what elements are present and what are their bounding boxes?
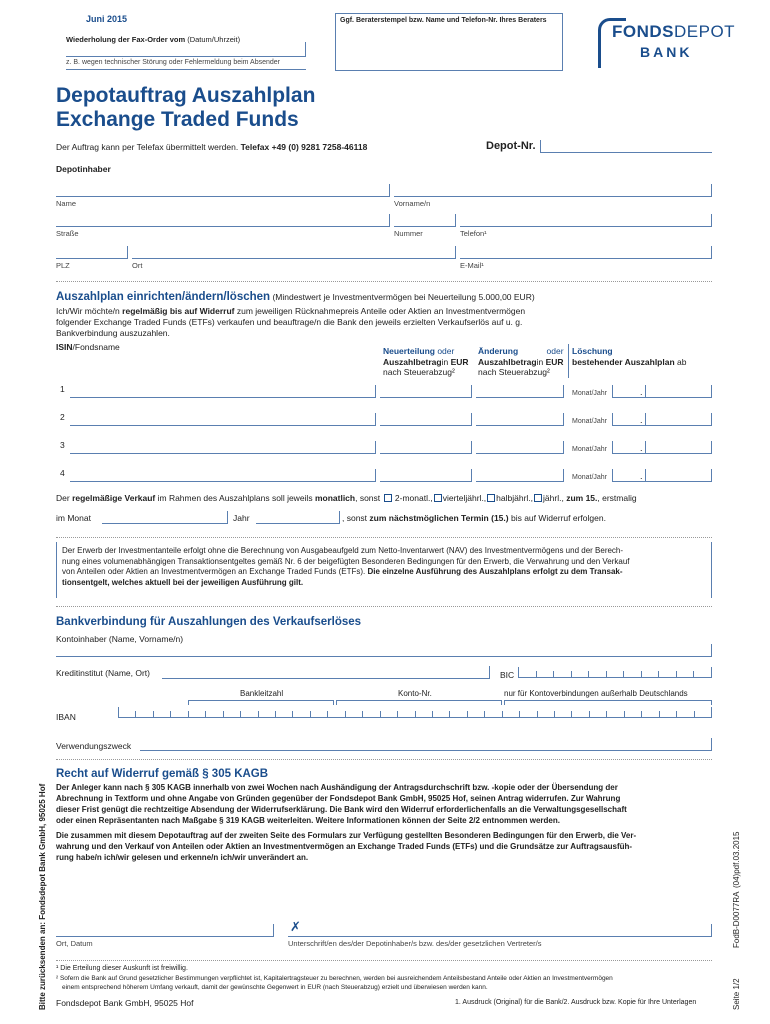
aenderung-amount-field[interactable] bbox=[476, 481, 564, 482]
checkbox-jaehrlich[interactable] bbox=[534, 494, 542, 502]
widerruf-p1l2: Abrechnung in Textform und ohne Angabe von Gründen gegenüber der Fondsdepot Bank GmbH, 95025 Hof, seinen Antrag widerrufen. Zur Wahrung bbox=[56, 794, 621, 803]
kreditinstitut-label: Kreditinstitut (Name, Ort) bbox=[56, 668, 150, 678]
sale-frequency bbox=[56, 493, 637, 503]
row-number: 2 bbox=[60, 412, 65, 422]
neuerteilung-amount-field[interactable] bbox=[380, 453, 472, 454]
opt-halbjaehrlich: halbjährl., bbox=[496, 493, 534, 503]
comb-tick bbox=[223, 711, 224, 717]
col-aenderung bbox=[478, 346, 564, 378]
widerruf-p1l3: dieser Frist genügt die rechtzeitige Absendung der Widerrufserklärung. Die Bank wird den Widerruf erforderlichenfalls an die Verwaltungsgesellschaft bbox=[56, 805, 627, 814]
plan-heading bbox=[56, 291, 535, 303]
fax-repeat-label bbox=[66, 35, 240, 44]
iban-label: IBAN bbox=[56, 712, 76, 722]
form-date: Juni 2015 bbox=[86, 14, 128, 24]
telefon-field[interactable] bbox=[460, 226, 712, 227]
aenderung-tick bbox=[563, 385, 564, 397]
kreditinstitut-tick bbox=[489, 666, 490, 678]
fax-info-text: Der Auftrag kann per Telefax übermittelt werden. bbox=[56, 142, 239, 152]
loeschung-year-tick bbox=[645, 441, 646, 453]
date-separator: . bbox=[640, 387, 643, 397]
col2-l3: nach Steuerabzug² bbox=[478, 367, 550, 377]
aenderung-tick bbox=[563, 469, 564, 481]
comb-tick bbox=[554, 711, 555, 717]
telefon-label: Telefon¹ bbox=[460, 229, 487, 238]
loeschung-end-tick bbox=[711, 385, 712, 397]
comb-tick bbox=[467, 711, 468, 717]
comb-tick bbox=[571, 671, 572, 677]
col3-bold: Löschung bbox=[572, 346, 613, 356]
loeschung-date-field[interactable] bbox=[612, 453, 712, 454]
divider-4 bbox=[56, 759, 712, 760]
strasse-field[interactable] bbox=[56, 226, 390, 227]
jahr-label: Jahr bbox=[233, 513, 250, 523]
logo-text-2: BANK bbox=[640, 44, 693, 60]
footnote-1: ¹ Die Erteilung dieser Auskunft ist freiwillig. bbox=[56, 965, 188, 972]
nummer-tick bbox=[455, 214, 456, 226]
aenderung-amount-field[interactable] bbox=[476, 453, 564, 454]
name-label: Name bbox=[56, 199, 77, 208]
comb-tick bbox=[380, 711, 381, 717]
monat-jahr-label: Monat/Jahr bbox=[572, 446, 608, 453]
name-tick bbox=[389, 184, 390, 196]
comb-tick bbox=[153, 711, 154, 717]
kreditinstitut-field[interactable] bbox=[162, 678, 490, 679]
depot-nr-field[interactable] bbox=[540, 152, 712, 153]
signature-cross-icon: ✗ bbox=[290, 919, 301, 934]
widerruf-p1l4: oder einen Repräsentanten nach Maßgabe § 319 KAGB weiterleiten. Weitere Informationen können der Seite 2/2 entnommen werden. bbox=[56, 816, 560, 825]
signature-tick bbox=[711, 924, 712, 936]
sale-g: , erstmalig bbox=[597, 493, 637, 503]
comb-tick bbox=[275, 711, 276, 717]
comb-tick bbox=[536, 671, 537, 677]
col1-l2c: EUR bbox=[450, 356, 469, 367]
logo-text-1: FONDSDEPOT bbox=[612, 22, 736, 41]
comb-tick bbox=[502, 711, 503, 717]
col1-l2b: in bbox=[441, 356, 449, 367]
telefon-tick bbox=[711, 214, 712, 226]
isin-tick bbox=[375, 413, 376, 425]
widerruf-p2l2: wahrung und den Verkauf von Anteilen oder Aktien an Investmentvermögen an Exchange Traded Funds (ETFs) und die Grundsätze zur Auftragsausfüh- bbox=[56, 842, 633, 851]
plz-tick bbox=[127, 246, 128, 258]
isin-field[interactable] bbox=[70, 453, 376, 454]
strasse-tick bbox=[389, 214, 390, 226]
verwendung-tick bbox=[711, 738, 712, 750]
isin-bold: ISIN bbox=[56, 342, 73, 352]
comb-tick bbox=[310, 711, 311, 717]
loeschung-date-field[interactable] bbox=[612, 397, 712, 398]
loeschung-end-tick bbox=[711, 441, 712, 453]
opt-jaehrlich: jährl., bbox=[543, 493, 564, 503]
neuerteilung-amount-field[interactable] bbox=[380, 481, 472, 482]
info-l1: Der Erwerb der Investmentanteile erfolgt ohne die Berechnung von Ausgabeaufgeld zum Netto-Inventarwert (NAV) des Investmentvermögens und der Berech- bbox=[62, 546, 624, 555]
col2-bold: Änderung bbox=[478, 346, 519, 356]
comb-tick bbox=[205, 711, 206, 717]
plan-heading-text: Auszahlplan einrichten/ändern/löschen bbox=[56, 291, 271, 303]
divider-3 bbox=[56, 606, 712, 607]
comb-tick bbox=[641, 671, 642, 677]
fax-number: Telefax +49 (0) 9281 7258-46118 bbox=[240, 142, 368, 152]
comb-tick bbox=[711, 667, 712, 677]
advisor-stamp-label: Ggf. Beraterstempel bzw. Name und Telefon-Nr. Ihres Beraters bbox=[340, 17, 547, 24]
footer-company: Fondsdepot Bank GmbH, 95025 Hof bbox=[56, 998, 194, 1008]
fax-hint-line bbox=[66, 69, 306, 70]
loeschung-month-tick bbox=[612, 469, 613, 481]
loeschung-month-tick bbox=[612, 441, 613, 453]
signature-field[interactable] bbox=[288, 936, 712, 937]
col3-l2b: ab bbox=[677, 356, 687, 367]
sale-f: zum 15. bbox=[566, 493, 598, 503]
date-separator: . bbox=[640, 443, 643, 453]
iban-field[interactable] bbox=[118, 708, 712, 718]
ausland-note: nur für Kontoverbindungen außerhalb Deutschlands bbox=[504, 689, 688, 698]
info-text bbox=[62, 546, 630, 588]
widerruf-heading: Recht auf Widerruf gemäß § 305 KAGB bbox=[56, 768, 269, 780]
comb-tick bbox=[676, 671, 677, 677]
isin-rest: /Fondsname bbox=[72, 342, 120, 352]
name-field[interactable] bbox=[56, 196, 390, 197]
plan-body-2: folgender Exchange Traded Funds (ETFs) verkaufen und beauftrage/n die Bank den jeweils erzielten Verkaufserlös auf u. g. bbox=[56, 317, 523, 327]
col2-l2c: EUR bbox=[545, 356, 564, 367]
fax-repeat-label-suffix: (Datum/Uhrzeit) bbox=[187, 35, 241, 44]
comb-tick bbox=[240, 711, 241, 717]
comb-tick bbox=[484, 711, 485, 717]
info-l4: tionsentgelt, welches aktuell bei der jeweiligen Ausführung gilt. bbox=[62, 577, 304, 587]
col-loeschung bbox=[572, 346, 687, 367]
termin-sonst: , sonst bbox=[342, 513, 368, 523]
col1-bold: Neuerteilung bbox=[383, 346, 435, 356]
side-form-id: FodB-D0077RA bbox=[732, 891, 741, 948]
footnote-2-l1: ² Sofern die Bank auf Grund gesetzlicher Bestimmungen verpflichtet ist, Kapitalertragsteuer zu berechnen, werden bei ausreichendem Anteilsbestand Anteile oder Aktien an Investmentvermögen bbox=[56, 975, 613, 982]
ort-datum-tick bbox=[273, 924, 274, 936]
title-line-1: Depotauftrag Auszahlplan bbox=[56, 84, 316, 107]
isin-field[interactable] bbox=[70, 481, 376, 482]
comb-tick bbox=[327, 711, 328, 717]
start-year-field[interactable] bbox=[256, 523, 340, 524]
fax-hint: z. B. wegen technischer Störung oder Fehlermeldung beim Absender bbox=[66, 59, 281, 66]
sale-c: im Rahmen des Auszahlplans soll jeweils bbox=[157, 493, 313, 503]
neuerteilung-amount-field[interactable] bbox=[380, 397, 472, 398]
opt-2-monatlich: 2-monatl., bbox=[394, 493, 433, 503]
monat-jahr-label: Monat/Jahr bbox=[572, 474, 608, 481]
sale-d: monatlich bbox=[314, 493, 356, 503]
opt-vierteljaehrlich: vierteljährl., bbox=[442, 493, 487, 503]
nummer-field[interactable] bbox=[394, 226, 456, 227]
comb-tick bbox=[694, 711, 695, 717]
email-label: E-Mail¹ bbox=[460, 261, 484, 270]
loeschung-year-tick bbox=[645, 469, 646, 481]
nummer-label: Nummer bbox=[394, 229, 423, 238]
verwendung-field[interactable] bbox=[140, 750, 712, 751]
loeschung-date-field[interactable] bbox=[612, 425, 712, 426]
loeschung-end-tick bbox=[711, 469, 712, 481]
fax-repeat-label-text: Wiederholung der Fax-Order vom bbox=[66, 35, 186, 44]
neuerteilung-tick bbox=[471, 441, 472, 453]
comb-tick bbox=[118, 707, 119, 717]
comb-tick bbox=[170, 711, 171, 717]
plan-body-1 bbox=[56, 306, 525, 316]
plan-body-1a: Ich/Wir möchte/n bbox=[56, 306, 120, 316]
aenderung-amount-field[interactable] bbox=[476, 425, 564, 426]
email-field[interactable] bbox=[460, 258, 712, 259]
widerruf-p1 bbox=[56, 782, 627, 826]
bankleitzahl-label: Bankleitzahl bbox=[240, 689, 284, 698]
neuerteilung-amount-field[interactable] bbox=[380, 425, 472, 426]
isin-field[interactable] bbox=[70, 425, 376, 426]
comb-tick bbox=[588, 671, 589, 677]
date-separator: . bbox=[640, 415, 643, 425]
col-neuerteilung bbox=[383, 346, 469, 378]
col3-l2: bestehender Auszahlplan bbox=[572, 356, 675, 367]
widerruf-p1l1: Der Anleger kann nach § 305 KAGB innerhalb von zwei Wochen nach Aushändigung der Antragsdurchschrift bzw. -kopie oder der Übersendung der bbox=[56, 783, 618, 792]
side-form-code: (04)pdf.03.2015 bbox=[732, 831, 741, 888]
loeschung-end-tick bbox=[711, 413, 712, 425]
termin-bold: zum nächstmöglichen Termin (15.) bbox=[369, 513, 509, 523]
footnote-2-l2: einem entsprechend höherem Umfang verkauft, damit der gewünschte Gegenwert in EUR (nach Steuerabzug) erzielt und überwiesen werden kann. bbox=[62, 983, 488, 991]
comb-tick bbox=[537, 711, 538, 717]
plan-body-1b: regelmäßig bis auf Widerruf bbox=[122, 306, 235, 316]
start-year-tick bbox=[339, 511, 340, 523]
signature-label: Unterschrift/en des/der Depotinhaber/s bzw. des/der gesetzlichen Vertreter/s bbox=[288, 939, 542, 948]
verwendung-label: Verwendungszweck bbox=[56, 741, 132, 751]
comb-tick bbox=[606, 711, 607, 717]
col2-l2b: in bbox=[536, 356, 544, 367]
monat-jahr-label: Monat/Jahr bbox=[572, 418, 608, 425]
comb-tick bbox=[624, 711, 625, 717]
ausland-bracket bbox=[504, 700, 712, 705]
comb-tick bbox=[135, 711, 136, 717]
comb-tick bbox=[449, 711, 450, 717]
comb-tick bbox=[292, 711, 293, 717]
comb-tick bbox=[345, 711, 346, 717]
comb-tick bbox=[606, 671, 607, 677]
comb-tick bbox=[658, 671, 659, 677]
col1-or: oder bbox=[437, 346, 455, 356]
info-l3a: von Anteilen oder Aktien an Investmentvermögen an Exchange Traded Funds (ETFs). bbox=[62, 567, 366, 576]
info-l2: nung eines volumenabhängigen Transaktionsentgeltes gemäß Nr. 6 der beigefügten Besonderen Bedingungen für den Erwerb, die Verwahrung und den Verkauf bbox=[62, 556, 630, 566]
isin-tick bbox=[375, 385, 376, 397]
start-month-tick bbox=[227, 511, 228, 523]
loeschung-month-tick bbox=[612, 385, 613, 397]
widerruf-p2l3: rung habe/n ich/wir gelesen und erkenne/n ich/wir unverändert an. bbox=[56, 853, 309, 862]
divider-5 bbox=[56, 960, 712, 961]
comb-tick bbox=[432, 711, 433, 717]
comb-tick bbox=[188, 711, 189, 717]
isin-tick bbox=[375, 469, 376, 481]
comb-tick bbox=[711, 707, 712, 717]
monat-jahr-label: Monat/Jahr bbox=[572, 390, 608, 397]
widerruf-p2l1: Die zusammen mit diesem Depotauftrag auf der zweiten Seite des Formulars zur Verfügung gestellten Besonderen Bedingungen für den Erwerb, die Ver- bbox=[56, 831, 637, 840]
kontonr-label: Konto-Nr. bbox=[398, 689, 432, 698]
row-number: 1 bbox=[60, 384, 65, 394]
start-month-field[interactable] bbox=[102, 523, 228, 524]
loeschung-year-tick bbox=[645, 413, 646, 425]
comb-tick bbox=[362, 711, 363, 717]
fax-field-tick bbox=[305, 42, 306, 56]
comb-tick bbox=[589, 711, 590, 717]
col2-l2a: Auszahlbetrag bbox=[478, 356, 537, 367]
depot-nr-tick bbox=[540, 140, 541, 152]
comb-tick bbox=[397, 711, 398, 717]
isin-field[interactable] bbox=[70, 397, 376, 398]
title-line-2: Exchange Traded Funds bbox=[56, 108, 299, 131]
im-monat-label: im Monat bbox=[56, 513, 91, 523]
comb-tick bbox=[518, 667, 519, 677]
vorname-label: Vorname/n bbox=[394, 199, 431, 208]
side-page-number: Seite 1/2 bbox=[732, 978, 741, 1010]
loeschung-divider bbox=[568, 344, 569, 378]
kontonr-bracket bbox=[336, 700, 502, 705]
loeschung-year-tick bbox=[645, 385, 646, 397]
footnote-2 bbox=[56, 975, 613, 992]
divider-1 bbox=[56, 281, 712, 282]
checkbox-2-monatlich[interactable] bbox=[384, 494, 392, 502]
checkbox-halbjaehrlich[interactable] bbox=[487, 494, 495, 502]
comb-tick bbox=[659, 711, 660, 717]
comb-tick bbox=[693, 671, 694, 677]
comb-tick bbox=[676, 711, 677, 717]
sale-b: regelmäßige Verkauf bbox=[72, 493, 156, 503]
comb-tick bbox=[571, 711, 572, 717]
checkbox-vierteljaehrlich[interactable] bbox=[434, 494, 442, 502]
plz-label: PLZ bbox=[56, 261, 70, 270]
bank-heading: Bankverbindung für Auszahlungen des Verkaufserlöses bbox=[56, 616, 362, 628]
depot-nr-label: Depot-Nr. bbox=[486, 140, 536, 152]
col1-l3: nach Steuerabzug² bbox=[383, 367, 455, 377]
comb-tick bbox=[641, 711, 642, 717]
bic-label: BIC bbox=[500, 670, 515, 680]
ort-datum-field[interactable] bbox=[56, 936, 274, 937]
comb-tick bbox=[415, 711, 416, 717]
email-tick bbox=[711, 246, 712, 258]
sale-a: Der bbox=[56, 493, 70, 503]
sale-e: , sonst bbox=[355, 493, 381, 503]
plan-heading-note: (Mindestwert je Investmentvermögen bei Neuerteilung 5.000,00 EUR) bbox=[272, 292, 535, 302]
fax-info bbox=[56, 142, 367, 152]
loeschung-month-tick bbox=[612, 413, 613, 425]
comb-tick bbox=[519, 711, 520, 717]
aenderung-tick bbox=[563, 413, 564, 425]
neuerteilung-tick bbox=[471, 385, 472, 397]
neuerteilung-tick bbox=[471, 469, 472, 481]
comb-tick bbox=[623, 671, 624, 677]
termin-text bbox=[342, 513, 606, 523]
ort-tick bbox=[455, 246, 456, 258]
plan-body-1c: zum jeweiligen Rücknahmepreis Anteile oder Aktien an Investmentvermögen bbox=[236, 306, 526, 316]
isin-header bbox=[56, 342, 120, 352]
vorname-field[interactable] bbox=[394, 196, 712, 197]
ort-label: Ort bbox=[132, 261, 143, 270]
fax-repeat-field[interactable] bbox=[66, 56, 306, 57]
plz-field[interactable] bbox=[56, 258, 128, 259]
row-number: 4 bbox=[60, 468, 65, 478]
aenderung-tick bbox=[563, 441, 564, 453]
kontoinhaber-field[interactable] bbox=[56, 656, 712, 657]
isin-tick bbox=[375, 441, 376, 453]
comb-tick bbox=[553, 671, 554, 677]
side-return-address: Bitte zurücksenden an: Fondsdepot Bank GmbH, 95025 Hof bbox=[38, 783, 47, 1010]
kontoinhaber-label: Kontoinhaber (Name, Vorname/n) bbox=[56, 634, 184, 644]
widerruf-p2 bbox=[56, 830, 636, 863]
loeschung-date-field[interactable] bbox=[612, 481, 712, 482]
kontoinhaber-tick bbox=[711, 644, 712, 656]
plan-body-3: Bankverbindung auszuzahlen. bbox=[56, 328, 170, 338]
termin-widerruf: bis auf Widerruf erfolgen. bbox=[510, 513, 606, 523]
col1-l2a: Auszahlbetrag bbox=[383, 356, 442, 367]
divider-2 bbox=[56, 537, 712, 538]
strasse-label: Straße bbox=[56, 229, 79, 238]
aenderung-amount-field[interactable] bbox=[476, 397, 564, 398]
date-separator: . bbox=[640, 471, 643, 481]
comb-tick bbox=[258, 711, 259, 717]
footer-copies: 1. Ausdruck (Original) für die Bank/2. Ausdruck bzw. Kopie für Ihre Unterlagen bbox=[455, 999, 697, 1006]
info-l3b: Die einzelne Ausführung des Auszahlplans erfolgt zu dem Transak- bbox=[367, 567, 623, 576]
bic-field[interactable] bbox=[518, 668, 712, 678]
row-number: 3 bbox=[60, 440, 65, 450]
col2-or: oder bbox=[546, 346, 564, 356]
ort-field[interactable] bbox=[132, 258, 456, 259]
blz-bracket bbox=[188, 700, 334, 705]
vorname-tick bbox=[711, 184, 712, 196]
ort-datum-label: Ort, Datum bbox=[56, 939, 93, 948]
holder-heading: Depotinhaber bbox=[56, 164, 111, 174]
neuerteilung-tick bbox=[471, 413, 472, 425]
